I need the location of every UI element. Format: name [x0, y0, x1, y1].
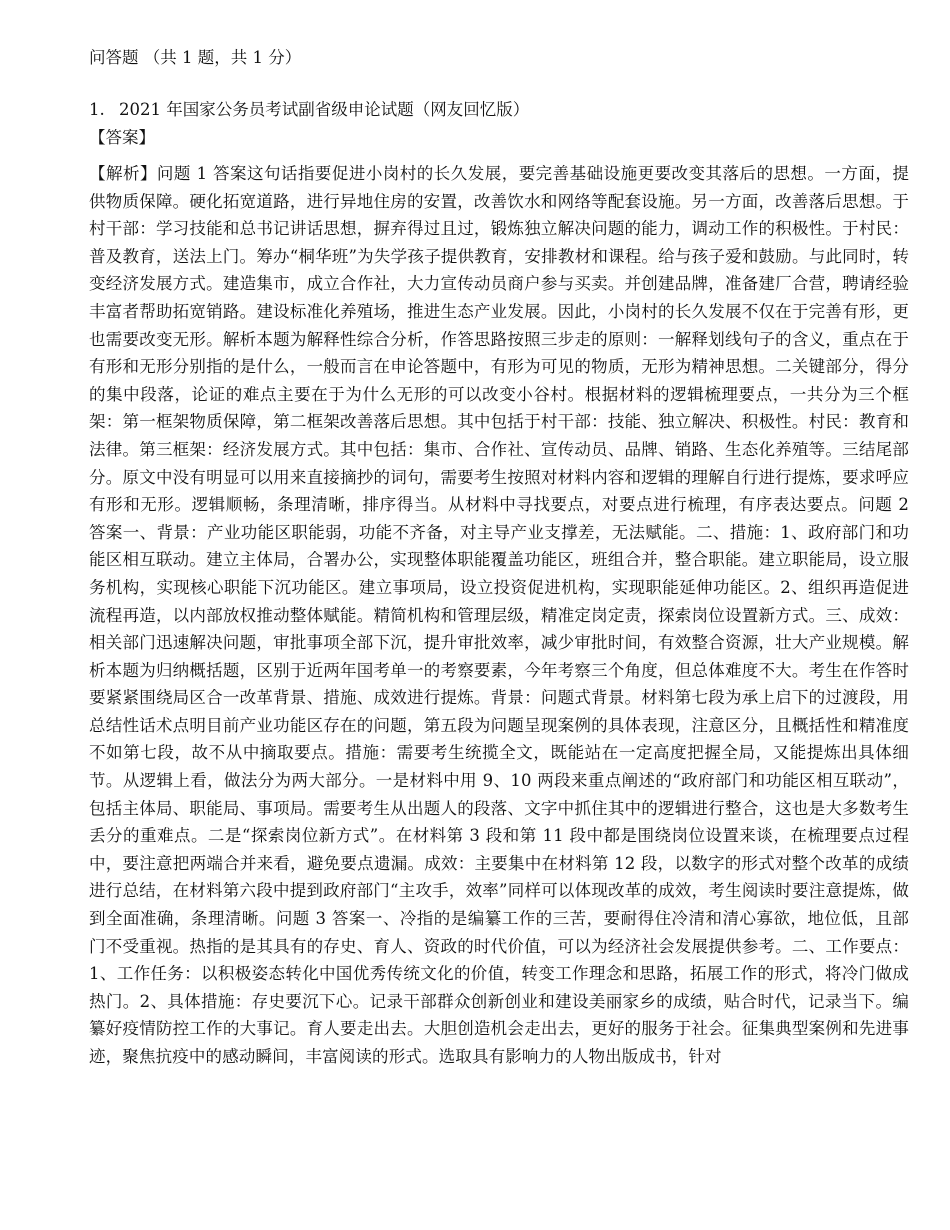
answer-label: 【答案】 — [89, 128, 155, 147]
question-title-line — [89, 96, 909, 124]
section-header: 问答题 （共 1 题，共 1 分） — [89, 48, 302, 67]
analysis-text: 【解析】问题 1 答案这句话指要促进小岗村的长久发展，要完善基础设施更要改变其落后的思想。一方面，提供物质保障。硬化拓宽道路，进行异地住房的安置，改善饮水和网络等配套设施。另一方面，改善落后思想。于村干部：学习技能和总书记讲话思想，摒弃得过且过，锻炼独立解决问题的能力，调动工作的积极性。于村民：普及教育，送法上门。筹办“桐华班”为失学孩子提供教育，安排教材和课程。给与孩子爱和鼓励。与此同时，转变经济发展方式。建造集市，成立合作社，大力宣传动员商户参与买卖。并创建品牌，准备建厂合营，聘请经验丰富者帮助拓宽销路。建设标准化养殖场，推进生态产业发展。因此，小岗村的长久发展不仅在于完善有形，更也需要改变无形。解析本题为解释性综合分析，作答思路按照三步走的原则：一解释划线句子的含义，重点在于有形和无形分别指的是什么，一般而言在申论答题中，有形为可见的物质，无形为精神思想。二关键部分，得分的集中段落，论证的难点主要在于为什么无形的可以改变小谷村。根据材料的逻辑梳理要点，一共分为三个框架：第一框架物质保障，第二框架改善落后思想。其中包括于村干部：技能、独立解决、积极性。村民：教育和法律。第三框架：经济发展方式。其中包括：集市、合作社、宣传动员、品牌、销路、生态化养殖等。三结尾部分。原文中没有明显可以用来直接摘抄的词句，需要考生按照对材料内容和逻辑的理解自行进行提炼，要求呼应有形和无形。逻辑顺畅，条理清晰，排序得当。从材料中寻找要点，对要点进行梳理，有序表达要点。问题 2 答案一、背景：产业功能区职能弱，功能不齐备，对主导产业支撑差，无法赋能。二、措施：1、政府部门和功能区相互联动。建立主体局，合署办公，实现整体职能覆盖功能区，班组合并，整合职能。建立职能局，设立服务机构，实现核心职能下沉功能区。建立事项局，设立投资促进机构，实现职能延伸功能区。2、组织再造促进流程再造，以内部放权推动整体赋能。精简机构和管理层级，精准定岗定责，探索岗位设置新方式。三、成效：相关部门迅速解决问题，审批事项全部下沉，提升审批效率，减少审批时间，有效整合资源，壮大产业规模。解析本题为归纳概括题，区别于近两年国考单一的考察要素，今年考察三个角度，但总体难度不大。考生在作答时要紧紧围绕局区合一改革背景、措施、成效进行提炼。背景：问题式背景。材料第七段为承上启下的过渡段，用总结性话术点明目前产业功能区存在的问题，第五段为问题呈现案例的具体表现，注意区分，且概括性和精准度不如第七段，故不从中摘取要点。措施：需要考生统揽全文，既能站在一定高度把握全局，又能提炼出具体细节。从逻辑上看，做法分为两大部分。一是材料中用 9、10 两段来重点阐述的“政府部门和功能区相互联动”，包括主体局、职能局、事项局。需要考生从出题人的段落、文字中抓住其中的逻辑进行整合，这也是大多数考生丢分的重难点。二是“探索岗位新方式”。在材料第 3 段和第 11 段中都是围绕岗位设置来谈，在梳理要点过程中，要注意把两端合并来看，避免要点遗漏。成效：主要集中在材料第 12 段，以数字的形式对整个改革的成绩进行总结，在材料第六段中提到政府部门“主攻手，效率”同样可以体现改革的成效，考生阅读时要注意提炼，做到全面准确，条理清晰。问题 3 答案一、冷指的是编纂工作的三苦，要耐得住冷清和清心寡欲，地位低，且部门不受重视。热指的是其具有的存史、育人、资政的时代价值，可以为经济社会发展提供参考。二、工作要点：1、工作任务：以积极姿态转化中国优秀传统文化的价值，转变工作理念和思路，拓展工作的形式，将冷门做成热门。2、具体措施：存史要沉下心。记录干部群众创新创业和建设美丽家乡的成绩，贴合时代，记录当下。编纂好疫情防控工作的大事记。育人要走出去。大胆创造机会走出去，更好的服务于社会。征集典型案例和先进事迹，聚焦抗疫中的感动瞬间，丰富阅读的形式。选取具有影响力的人物出版成书，针对 — [89, 164, 909, 1066]
question-title: 2021 年国家公务员考试副省级申论试题（网友回忆版） — [119, 100, 530, 119]
question-number: 1. — [89, 100, 105, 119]
document-page — [89, 44, 909, 1071]
